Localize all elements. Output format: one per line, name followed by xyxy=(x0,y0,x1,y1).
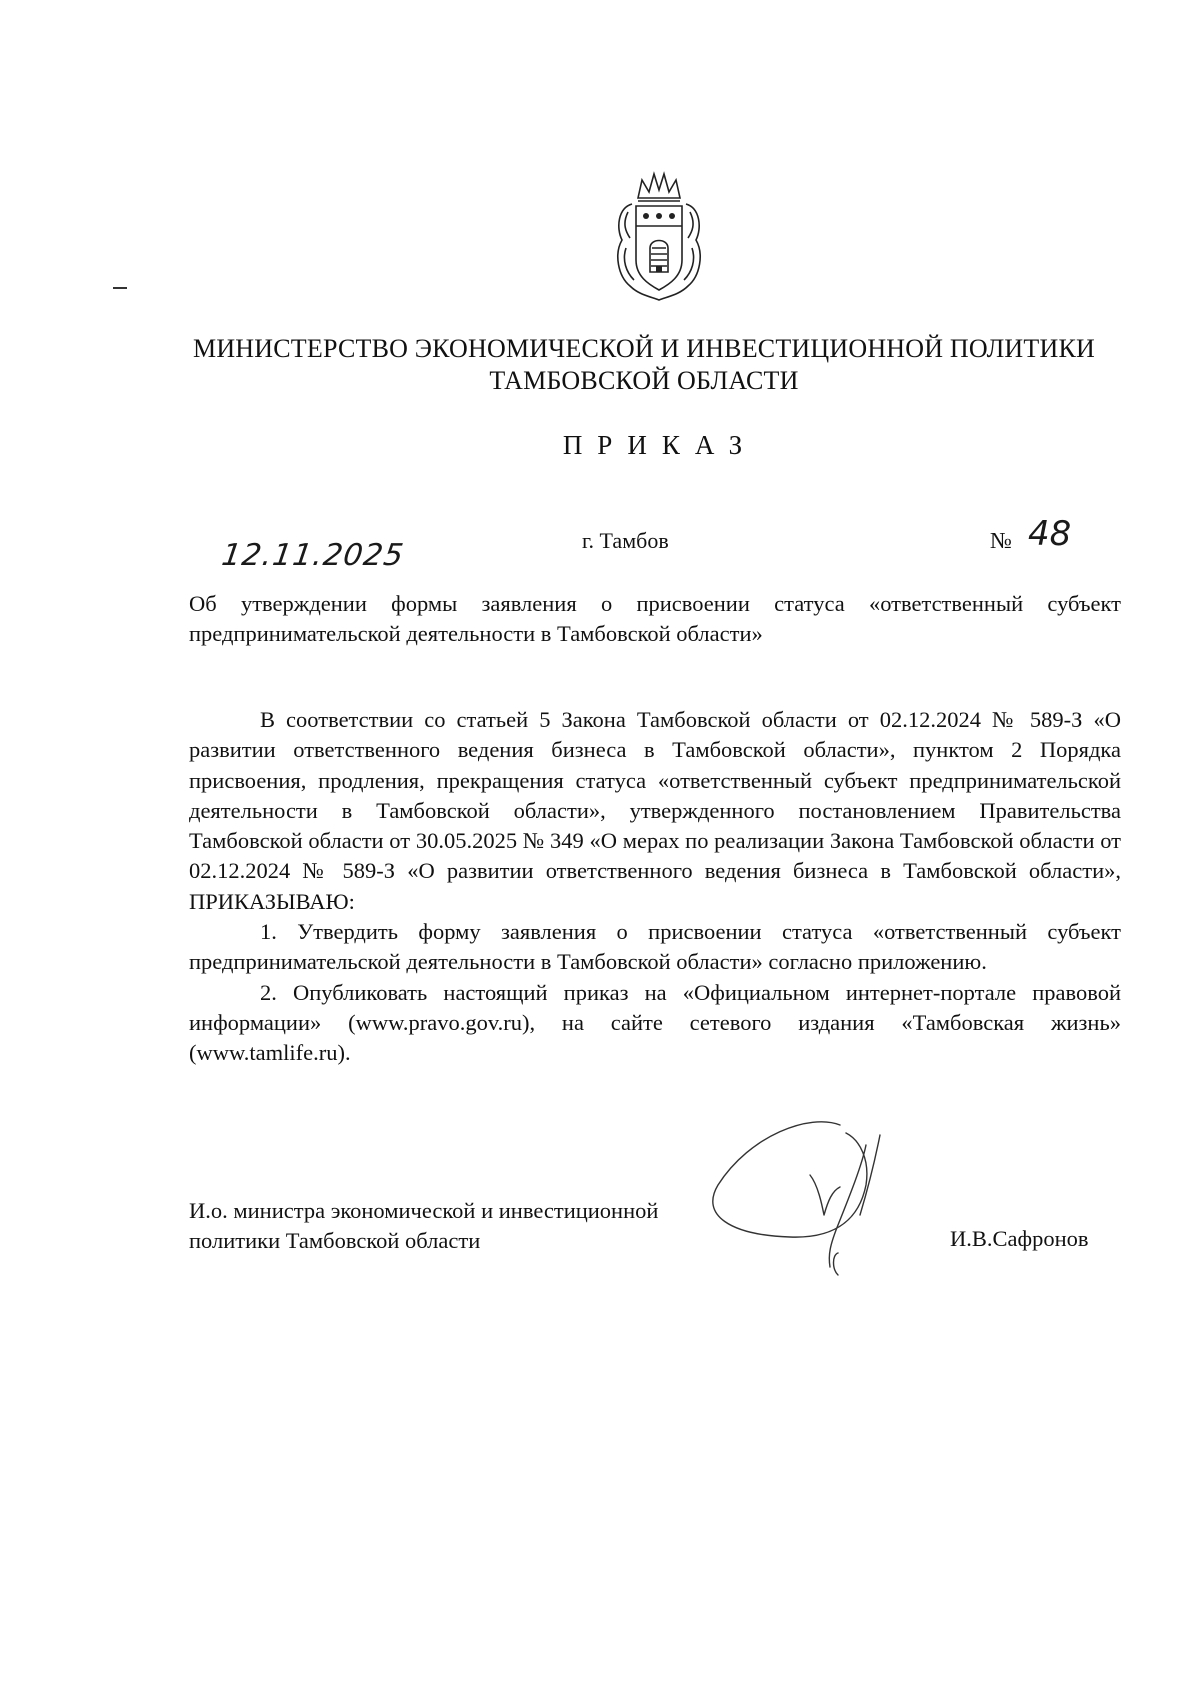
handwritten-order-number: 48 xyxy=(1028,514,1072,554)
signatory-name: И.В.Сафронов xyxy=(950,1226,1089,1251)
order-item-1: 1. Утвердить форму заявления о присвоении статуса «ответственный субъект предпринимательской деятельности в Тамбовской области» согласно приложению. xyxy=(189,919,1121,975)
ministry-name xyxy=(150,333,1138,397)
preamble-paragraph: В соответствии со статьей 5 Закона Тамбовской области от 02.12.2024 № 589-З «О развитии ответственного ведения бизнеса в Тамбовской области», пунктом 2 Порядка присвоения, продления, прекращения статуса «ответственный субъект предпринимательской деятельности в Тамбовской области», утвержденного постановлением Правительства Тамбовской области от 30.05.2025 № 349 «О мерах по реализации Закона Тамбовской области от 02.12.2024 № 589-З «О развитии ответственного ведения бизнеса в Тамбовской области», ПРИКАЗЫВАЮ: xyxy=(189,707,1121,914)
signatory-position-line-1: И.о. министра экономической и инвестиционной xyxy=(189,1198,659,1223)
order-item-2: 2. Опубликовать настоящий приказ на «Официальном интернет-портале правовой информации» (www.pravo.gov.ru), на сайте сетевого издания «Тамбовская жизнь» (www.tamlife.ru). xyxy=(189,979,1121,1066)
document-type-title: ПРИКАЗ xyxy=(562,430,758,460)
order-number-label: № xyxy=(990,528,1012,553)
handwritten-signature xyxy=(690,1105,930,1285)
signatory-position xyxy=(189,1196,809,1256)
order-subject: Об утверждении формы заявления о присвоении статуса «ответственный субъект предпринимательской деятельности в Тамбовской области» xyxy=(189,591,1121,646)
handwritten-date: 12.11.2025 xyxy=(219,538,407,573)
signatory-position-line-2: политики Тамбовской области xyxy=(189,1228,481,1253)
order-body xyxy=(189,705,1121,1069)
ministry-name-line-2: ТАМБОВСКОЙ ОБЛАСТИ xyxy=(489,366,799,395)
city-label: г. Тамбов xyxy=(582,528,669,553)
margin-mark xyxy=(113,287,127,289)
ministry-name-line-1: МИНИСТЕРСТВО ЭКОНОМИЧЕСКОЙ И ИНВЕСТИЦИОННОЙ ПОЛИТИКИ xyxy=(193,334,1095,363)
coat-of-arms-icon xyxy=(608,168,710,302)
